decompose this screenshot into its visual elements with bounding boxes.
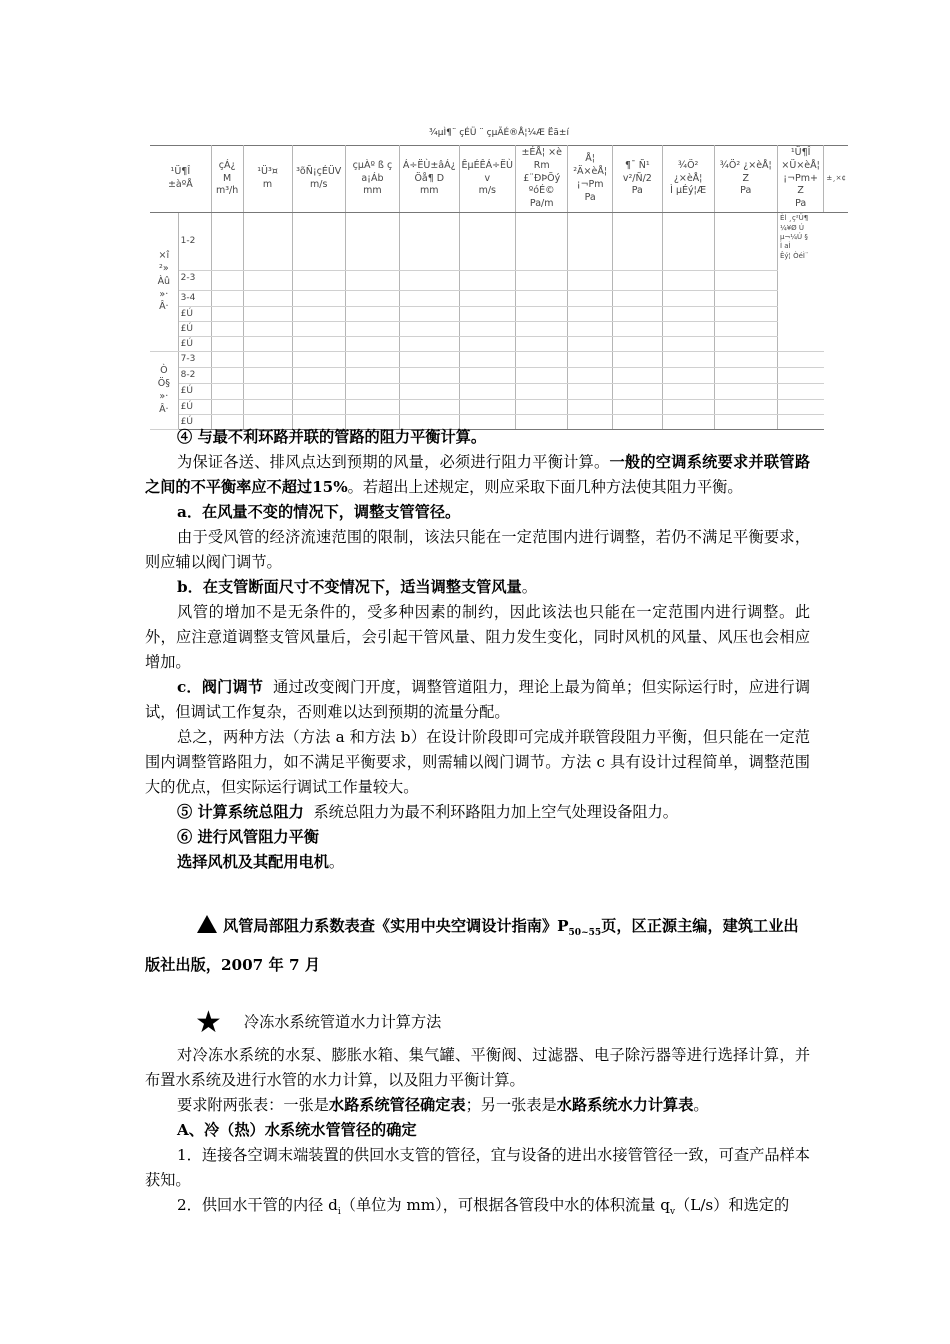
- loop-label-cell: [150, 352, 178, 429]
- empty-cell: [568, 271, 613, 291]
- empty-cell: [662, 307, 714, 322]
- empty-cell: [612, 291, 662, 307]
- empty-cell: [292, 307, 345, 322]
- empty-cell: [400, 322, 460, 337]
- empty-cell: [459, 271, 515, 291]
- cell-text: ¹Ü¶Î: [170, 166, 191, 178]
- header-cell: [714, 146, 777, 213]
- heading-duct-balance: ⑥ 进行风管阻力平衡: [177, 828, 319, 846]
- empty-cell: [211, 368, 243, 384]
- cell-text: Pa: [740, 185, 752, 197]
- header-cell: [345, 146, 399, 213]
- empty-cell: [516, 384, 568, 399]
- segment-id: 3-4: [180, 293, 196, 304]
- empty-cell: [211, 291, 243, 307]
- empty-cell: [662, 384, 714, 399]
- empty-cell: [662, 368, 714, 384]
- cell-text: v²/Ñ/2: [622, 172, 652, 184]
- empty-cell: [345, 307, 399, 322]
- table-row: [150, 213, 848, 271]
- heading-method-b: b．在支管断面尺寸不变情况下，适当调整支管风量。: [177, 578, 537, 596]
- heading-pipe-diameter: A、冷（热）水系统水管管径的确定: [177, 1121, 417, 1139]
- cell-text: ¹Ü³¤: [257, 166, 278, 178]
- header-cell: [459, 146, 515, 213]
- empty-cell: [459, 384, 515, 399]
- empty-cell: [714, 213, 777, 271]
- header-cell: [243, 146, 292, 213]
- cell-text: m/s: [310, 179, 328, 191]
- cell-text: »·: [159, 288, 169, 300]
- empty-cell: [243, 368, 292, 384]
- segment-cell: [178, 337, 211, 352]
- header-cell: [662, 146, 714, 213]
- empty-cell: [714, 291, 777, 307]
- cell-text: Å¦ ²Ä×èÅ¦: [573, 153, 608, 178]
- triangle-icon: [197, 915, 217, 933]
- cell-text: Ì µÉý¦Æ: [670, 185, 707, 197]
- empty-cell: [211, 271, 243, 291]
- empty-cell: [568, 399, 613, 414]
- cell-text: Rm: [533, 159, 550, 171]
- empty-cell: [612, 399, 662, 414]
- empty-cell: [662, 213, 714, 271]
- para-balance: 为保证各送、排风点达到预期的风量，必须进行阻力平衡计算。一般的空调系统要求并联管路之间的不平衡率应不超过15%。若超出上述规定，则应采取下面几种方法使其阻力平衡。: [145, 453, 810, 496]
- empty-cell: [714, 271, 777, 291]
- empty-cell: [612, 213, 662, 271]
- header-cell: [612, 146, 662, 213]
- segment-id: 2-3: [180, 273, 196, 284]
- segment-cell: [178, 368, 211, 384]
- segment-cell: [178, 399, 211, 414]
- empty-cell: [211, 213, 243, 271]
- empty-cell: [662, 399, 714, 414]
- star-icon: ★: [195, 1005, 222, 1040]
- empty-cell: [516, 352, 568, 368]
- empty-cell: [612, 322, 662, 337]
- cell-text: »·: [159, 390, 169, 402]
- empty-cell: [568, 352, 613, 368]
- empty-cell: [714, 368, 777, 384]
- segment-id: 8-2: [180, 370, 196, 381]
- segment-cell: [178, 271, 211, 291]
- cell-text: a¡Áb: [361, 172, 384, 184]
- cell-text: Ì aÌ: [779, 242, 791, 251]
- empty-cell: [345, 213, 399, 271]
- empty-cell: [211, 399, 243, 414]
- reference-note: 风管局部阻力系数表查《实用中央空调设计指南》$P_{50\sim 55}$页，区正源主编，建筑工业出版社出版，2007 年 7 月: [145, 917, 799, 975]
- segment-id: £Ú: [180, 309, 193, 320]
- section-body: [145, 425, 810, 875]
- empty-cell: [714, 307, 777, 322]
- cell-text: ±¸×¢: [826, 174, 846, 183]
- hydraulic-calc-table: [150, 145, 848, 430]
- empty-cell: [662, 352, 714, 368]
- empty-cell: [243, 384, 292, 399]
- empty-cell: [345, 291, 399, 307]
- empty-cell: [400, 213, 460, 271]
- empty-cell: [243, 322, 292, 337]
- empty-cell: [662, 271, 714, 291]
- cell-text: Ö§: [157, 377, 170, 389]
- segment-id: £Ú: [180, 324, 193, 335]
- empty-cell: [568, 307, 613, 322]
- empty-cell: [459, 352, 515, 368]
- empty-cell: [612, 337, 662, 352]
- empty-cell: [400, 384, 460, 399]
- empty-cell: [516, 337, 568, 352]
- empty-cell: [211, 322, 243, 337]
- header-cell: [150, 146, 211, 213]
- heading-balance: ④ 与最不利环路并联的管路的阻力平衡计算。: [177, 428, 487, 446]
- para-chilled-intro: 对冷冻水系统的水泵、膨胀水箱、集气罐、平衡阀、过滤器、电子除污器等进行选择计算，并布置水系统及进行水管的水力计算，以及阻力平衡计算。: [145, 1046, 810, 1089]
- cell-text: çÁ¿ M: [218, 159, 236, 184]
- cell-text: ÊµÉÊÁ÷ËÙ v: [461, 159, 514, 184]
- cell-text: ±ÉÅ¦ ×è: [521, 147, 562, 158]
- table-row: [150, 399, 848, 414]
- segment-id: £Ú: [180, 339, 193, 350]
- cell-text: £¨ÐÞÕý ºóÉ©: [523, 172, 561, 197]
- empty-cell: [400, 271, 460, 291]
- empty-cell: [292, 368, 345, 384]
- empty-cell: [292, 291, 345, 307]
- loop-label-cell: [150, 213, 178, 352]
- empty-cell: [211, 337, 243, 352]
- empty-cell: [612, 307, 662, 322]
- remark-cell: [777, 368, 823, 384]
- cell-text: ¡¬Pm: [576, 179, 604, 191]
- cell-text: Êý¦ ÒéÌ¨: [779, 251, 809, 260]
- empty-cell: [516, 271, 568, 291]
- table-row: [150, 322, 848, 337]
- table-row: [150, 337, 848, 352]
- empty-cell: [211, 384, 243, 399]
- table-header-row: [150, 146, 848, 213]
- empty-cell: [400, 352, 460, 368]
- segment-id: 1-2: [180, 236, 196, 247]
- empty-cell: [345, 322, 399, 337]
- empty-cell: [612, 271, 662, 291]
- cell-text: Â·: [159, 301, 169, 313]
- cell-text: ¹Ü¶Î ×Ü×èÅ¦: [781, 147, 820, 171]
- cell-text: Èl ¸ç²Ü¶: [779, 214, 809, 223]
- remark-cell: [777, 352, 823, 368]
- para-method-c: c．阀门调节 通过改变阀门开度，调整管道阻力，理论上最为简单；但实际运行时，应进行调试，但调试工作复杂，否则难以达到预期的流量分配。: [145, 678, 811, 721]
- empty-cell: [243, 213, 292, 271]
- para-required-tables: 要求附两张表：一张是水路系统管径确定表；另一张表是水路系统水力计算表。: [177, 1096, 709, 1114]
- cell-text: mm: [363, 185, 382, 197]
- empty-cell: [243, 271, 292, 291]
- empty-cell: [612, 368, 662, 384]
- empty-cell: [345, 337, 399, 352]
- segment-cell: [178, 307, 211, 322]
- cell-text: ¶¯ Ñ¹: [624, 159, 650, 171]
- empty-cell: [714, 384, 777, 399]
- header-cell: [824, 146, 848, 213]
- empty-cell: [568, 384, 613, 399]
- header-cell: [516, 146, 568, 213]
- empty-cell: [516, 322, 568, 337]
- empty-cell: [612, 352, 662, 368]
- empty-cell: [292, 213, 345, 271]
- empty-cell: [243, 399, 292, 414]
- empty-cell: [459, 399, 515, 414]
- remark-cell: [777, 213, 823, 352]
- table-row: [150, 307, 848, 322]
- remark-cell: [777, 384, 823, 399]
- empty-cell: [292, 337, 345, 352]
- heading-fan-selection: 选择风机及其配用电机。: [177, 853, 345, 871]
- empty-cell: [714, 399, 777, 414]
- empty-cell: [459, 337, 515, 352]
- empty-cell: [568, 337, 613, 352]
- empty-cell: [516, 213, 568, 271]
- empty-cell: [292, 271, 345, 291]
- table-row: [150, 384, 848, 399]
- cell-text: Pa: [795, 198, 807, 210]
- cell-text: çµÀº ß ç: [352, 159, 393, 171]
- empty-cell: [400, 291, 460, 307]
- header-cell: [292, 146, 345, 213]
- empty-cell: [292, 322, 345, 337]
- table-row: [150, 352, 848, 368]
- cell-text: m/s: [478, 185, 496, 197]
- cell-text: ¡¬Pm+ Z: [783, 172, 818, 197]
- empty-cell: [292, 352, 345, 368]
- table-title: ¾µÌ¶¨ çÉÜ ¨ çµÃÉ®Å¦¼Æ Ëã±í: [429, 128, 569, 138]
- empty-cell: [400, 307, 460, 322]
- segment-id: £Ú: [180, 386, 193, 397]
- segment-cell: [178, 384, 211, 399]
- table-row: [150, 271, 848, 291]
- empty-cell: [459, 368, 515, 384]
- empty-cell: [662, 291, 714, 307]
- para-method-a: 由于受风管的经济流速范围的限制，该法只能在一定范围内进行调整，若仍不满足平衡要求，则应辅以阀门调节。: [145, 528, 810, 571]
- empty-cell: [243, 337, 292, 352]
- cell-text: mm: [420, 185, 439, 197]
- empty-cell: [211, 307, 243, 322]
- para-main-pipe: 2．供回水干管的内径 $d_i$（单位为 mm），可根据各管段中水的体积流量 $q_v(L/s)$和选定的: [177, 1196, 790, 1218]
- cell-text: Ò: [160, 365, 168, 377]
- empty-cell: [568, 322, 613, 337]
- header-cell: [211, 146, 243, 213]
- table-row: [150, 291, 848, 307]
- cell-text: m³/h: [215, 185, 239, 197]
- table-row: [150, 368, 848, 384]
- empty-cell: [243, 352, 292, 368]
- empty-cell: [345, 271, 399, 291]
- cell-text: ²»: [159, 263, 169, 275]
- chilled-water-title: ★ 冷冻水系统管道水力计算方法: [195, 1005, 442, 1040]
- empty-cell: [243, 307, 292, 322]
- empty-cell: [714, 352, 777, 368]
- empty-cell: [714, 337, 777, 352]
- empty-cell: [459, 322, 515, 337]
- empty-cell: [516, 399, 568, 414]
- heading-method-a: a．在风量不变的情况下，调整支管管径。: [177, 503, 461, 521]
- cell-text: ³õÑ¡çÉÜV: [296, 166, 342, 178]
- segment-cell: [178, 322, 211, 337]
- empty-cell: [516, 307, 568, 322]
- segment-id: £Ú: [180, 401, 193, 412]
- empty-cell: [612, 384, 662, 399]
- segment-cell: [178, 213, 211, 271]
- empty-cell: [292, 399, 345, 414]
- empty-cell: [568, 213, 613, 271]
- empty-cell: [345, 384, 399, 399]
- empty-cell: [345, 368, 399, 384]
- empty-cell: [400, 399, 460, 414]
- header-cell: [777, 146, 823, 213]
- empty-cell: [459, 291, 515, 307]
- empty-cell: [345, 399, 399, 414]
- empty-cell: [292, 384, 345, 399]
- segment-cell: [178, 291, 211, 307]
- cell-text: ¼¥Ø Ú: [779, 223, 805, 232]
- empty-cell: [568, 368, 613, 384]
- empty-cell: [662, 337, 714, 352]
- empty-cell: [243, 291, 292, 307]
- cell-text: Öå¶ D: [414, 172, 445, 184]
- empty-cell: [662, 322, 714, 337]
- empty-cell: [516, 291, 568, 307]
- cell-text: ¾Ö² ¿×èÅ¦: [673, 159, 703, 184]
- para-summary: 总之，两种方法（方法 a 和方法 b）在设计阶段即可完成并联管段阻力平衡，但只能在一定范围内调整管路阻力，如不满足平衡要求，则需辅以阀门调节。方法 c 具有设计过程简单，调整范围大的优点，但实际运行调试工作量较大。: [145, 728, 810, 796]
- cell-text: ×î: [158, 250, 170, 262]
- header-cell: [400, 146, 460, 213]
- cell-text: m: [262, 179, 273, 191]
- cell-text: µ¬¼Ú §: [779, 232, 808, 241]
- heading-total-resistance: ⑤ 计算系统总阻力 系统总阻力为最不利环路阻力加上空气处理设备阻力。: [177, 803, 678, 821]
- empty-cell: [568, 291, 613, 307]
- cell-text: Àû: [157, 275, 171, 287]
- empty-cell: [459, 307, 515, 322]
- segment-id: 7-3: [180, 354, 196, 365]
- para-method-b: 风管的增加不是无条件的，受多种因素的制约，因此该法也只能在一定范围内进行调整。此外，应注意道调整支管风量后，会引起干管风量、阻力发生变化，同时风机的风量、风压也会相应增加。: [145, 603, 810, 671]
- empty-cell: [345, 352, 399, 368]
- segment-id: £Ú: [180, 416, 193, 427]
- cell-text: Á÷ËÙ±âÁ¿: [402, 159, 456, 171]
- cell-text: Pa: [631, 185, 643, 197]
- empty-cell: [714, 322, 777, 337]
- empty-cell: [400, 368, 460, 384]
- chilled-water-section: [145, 1043, 810, 1225]
- segment-cell: [178, 352, 211, 368]
- cell-text: Â·: [159, 403, 169, 415]
- cell-text: ¾Ö² ¿×èÅ¦ Z: [719, 159, 772, 184]
- para-branch-pipe: 1．连接各空调末端装置的供回水支管的管径，宜与设备的进出水接管管径一致，可查产品样本获知。: [145, 1146, 810, 1189]
- empty-cell: [211, 352, 243, 368]
- empty-cell: [400, 337, 460, 352]
- cell-text: ±àºÅ: [167, 179, 193, 191]
- header-cell: [568, 146, 613, 213]
- empty-cell: [516, 368, 568, 384]
- empty-cell: [459, 213, 515, 271]
- cell-text: Pa: [584, 191, 596, 203]
- cell-text: Pa/m: [529, 198, 554, 210]
- remark-cell: [777, 399, 823, 414]
